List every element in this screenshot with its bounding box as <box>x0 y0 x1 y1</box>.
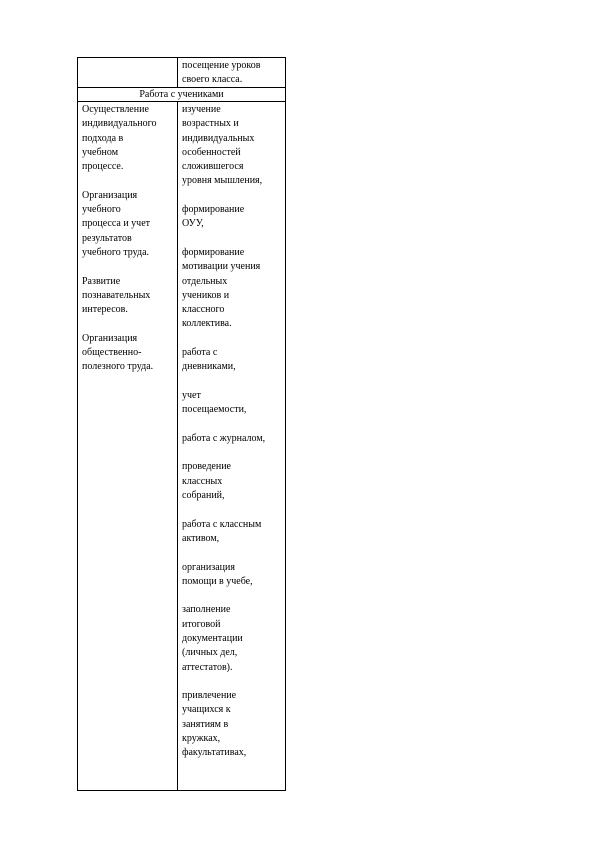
text-line: работа с журналом, <box>182 432 266 444</box>
text-line: сложившегося <box>182 161 244 173</box>
text-line: классного <box>182 304 225 316</box>
text-line: Организация <box>82 189 138 201</box>
activity-group <box>182 389 283 418</box>
text-line: результатов <box>82 232 132 244</box>
activity-group <box>182 103 283 189</box>
activities-column <box>178 102 285 790</box>
text-line: общественно- <box>82 347 142 359</box>
text-line: активом, <box>182 532 220 544</box>
top-right-cell <box>178 58 285 87</box>
text-line: организация <box>182 561 235 573</box>
text-line: коллектива. <box>182 318 232 330</box>
goal-group <box>82 332 175 375</box>
text-line: формирование <box>182 204 245 216</box>
text-line: посещение уроков <box>182 60 261 71</box>
text-line: учет <box>182 389 201 401</box>
text-line: полезного труда. <box>82 361 154 373</box>
text-line: Развитие <box>82 275 121 287</box>
text-line: классных <box>182 475 223 487</box>
text-line: посещаемости, <box>182 404 247 416</box>
text-line: дневниками, <box>182 361 236 373</box>
activity-group <box>182 246 283 332</box>
text-line: особенностей <box>182 146 241 158</box>
text-line: факультативах, <box>182 747 247 759</box>
text-line: Организация <box>82 332 138 344</box>
activity-group <box>182 561 283 590</box>
text-line: проведение <box>182 461 231 473</box>
text-line: процесса и учет <box>82 218 151 230</box>
text-line: своего класса. <box>182 74 243 86</box>
activity-group <box>182 346 283 375</box>
text-line: Осуществление <box>82 104 149 115</box>
text-line: учащихся к <box>182 704 231 716</box>
text-line: занятиям в <box>182 718 229 730</box>
activity-group <box>182 432 283 446</box>
text-line: учебного труда. <box>82 246 150 258</box>
activity-group <box>182 518 283 547</box>
text-line: привлечение <box>182 690 237 702</box>
text-line: учебном <box>82 146 119 158</box>
text-line: (личных дел, <box>182 647 238 659</box>
goal-group <box>82 103 175 174</box>
text-line: индивидуального <box>82 118 157 130</box>
text-line: кружках, <box>182 733 221 745</box>
goal-group <box>82 189 175 260</box>
text-line: формирование <box>182 246 245 258</box>
section-header-row <box>78 88 285 102</box>
text-line: интересов. <box>82 304 128 316</box>
text-line: возрастных и <box>182 118 239 130</box>
text-line: собраний, <box>182 490 225 502</box>
text-line: познавательных <box>82 289 151 301</box>
text-line: индивидуальных <box>182 132 255 144</box>
table-row-main <box>78 102 285 790</box>
text-line: отдельных <box>182 275 228 287</box>
text-line: учебного <box>82 204 121 216</box>
text-line: мотивации учения <box>182 261 261 273</box>
table-row-top <box>78 58 285 88</box>
text-line: помощи в учебе, <box>182 575 253 587</box>
text-line: подхода в <box>82 132 124 144</box>
goal-group <box>82 275 175 318</box>
text-line: аттестатов). <box>182 661 233 673</box>
activity-group <box>182 203 283 232</box>
document-table <box>77 57 286 791</box>
text-line: документации <box>182 632 243 644</box>
goals-column <box>78 102 178 790</box>
text-line: заполнение <box>182 604 231 616</box>
text-line: учеников и <box>182 289 230 301</box>
text-line: работа с классным <box>182 518 262 530</box>
text-line: изучение <box>182 104 221 115</box>
text-line: итоговой <box>182 618 221 630</box>
text-line: уровня мышления, <box>182 175 263 187</box>
section-header: Работа с учениками <box>139 89 224 100</box>
activity-group <box>182 460 283 503</box>
text-line: ОУУ, <box>182 218 204 230</box>
text-line: работа с <box>182 347 218 359</box>
text-line: процессе. <box>82 161 124 173</box>
activity-group <box>182 689 283 760</box>
activity-group <box>182 603 283 674</box>
top-left-cell <box>78 58 178 87</box>
